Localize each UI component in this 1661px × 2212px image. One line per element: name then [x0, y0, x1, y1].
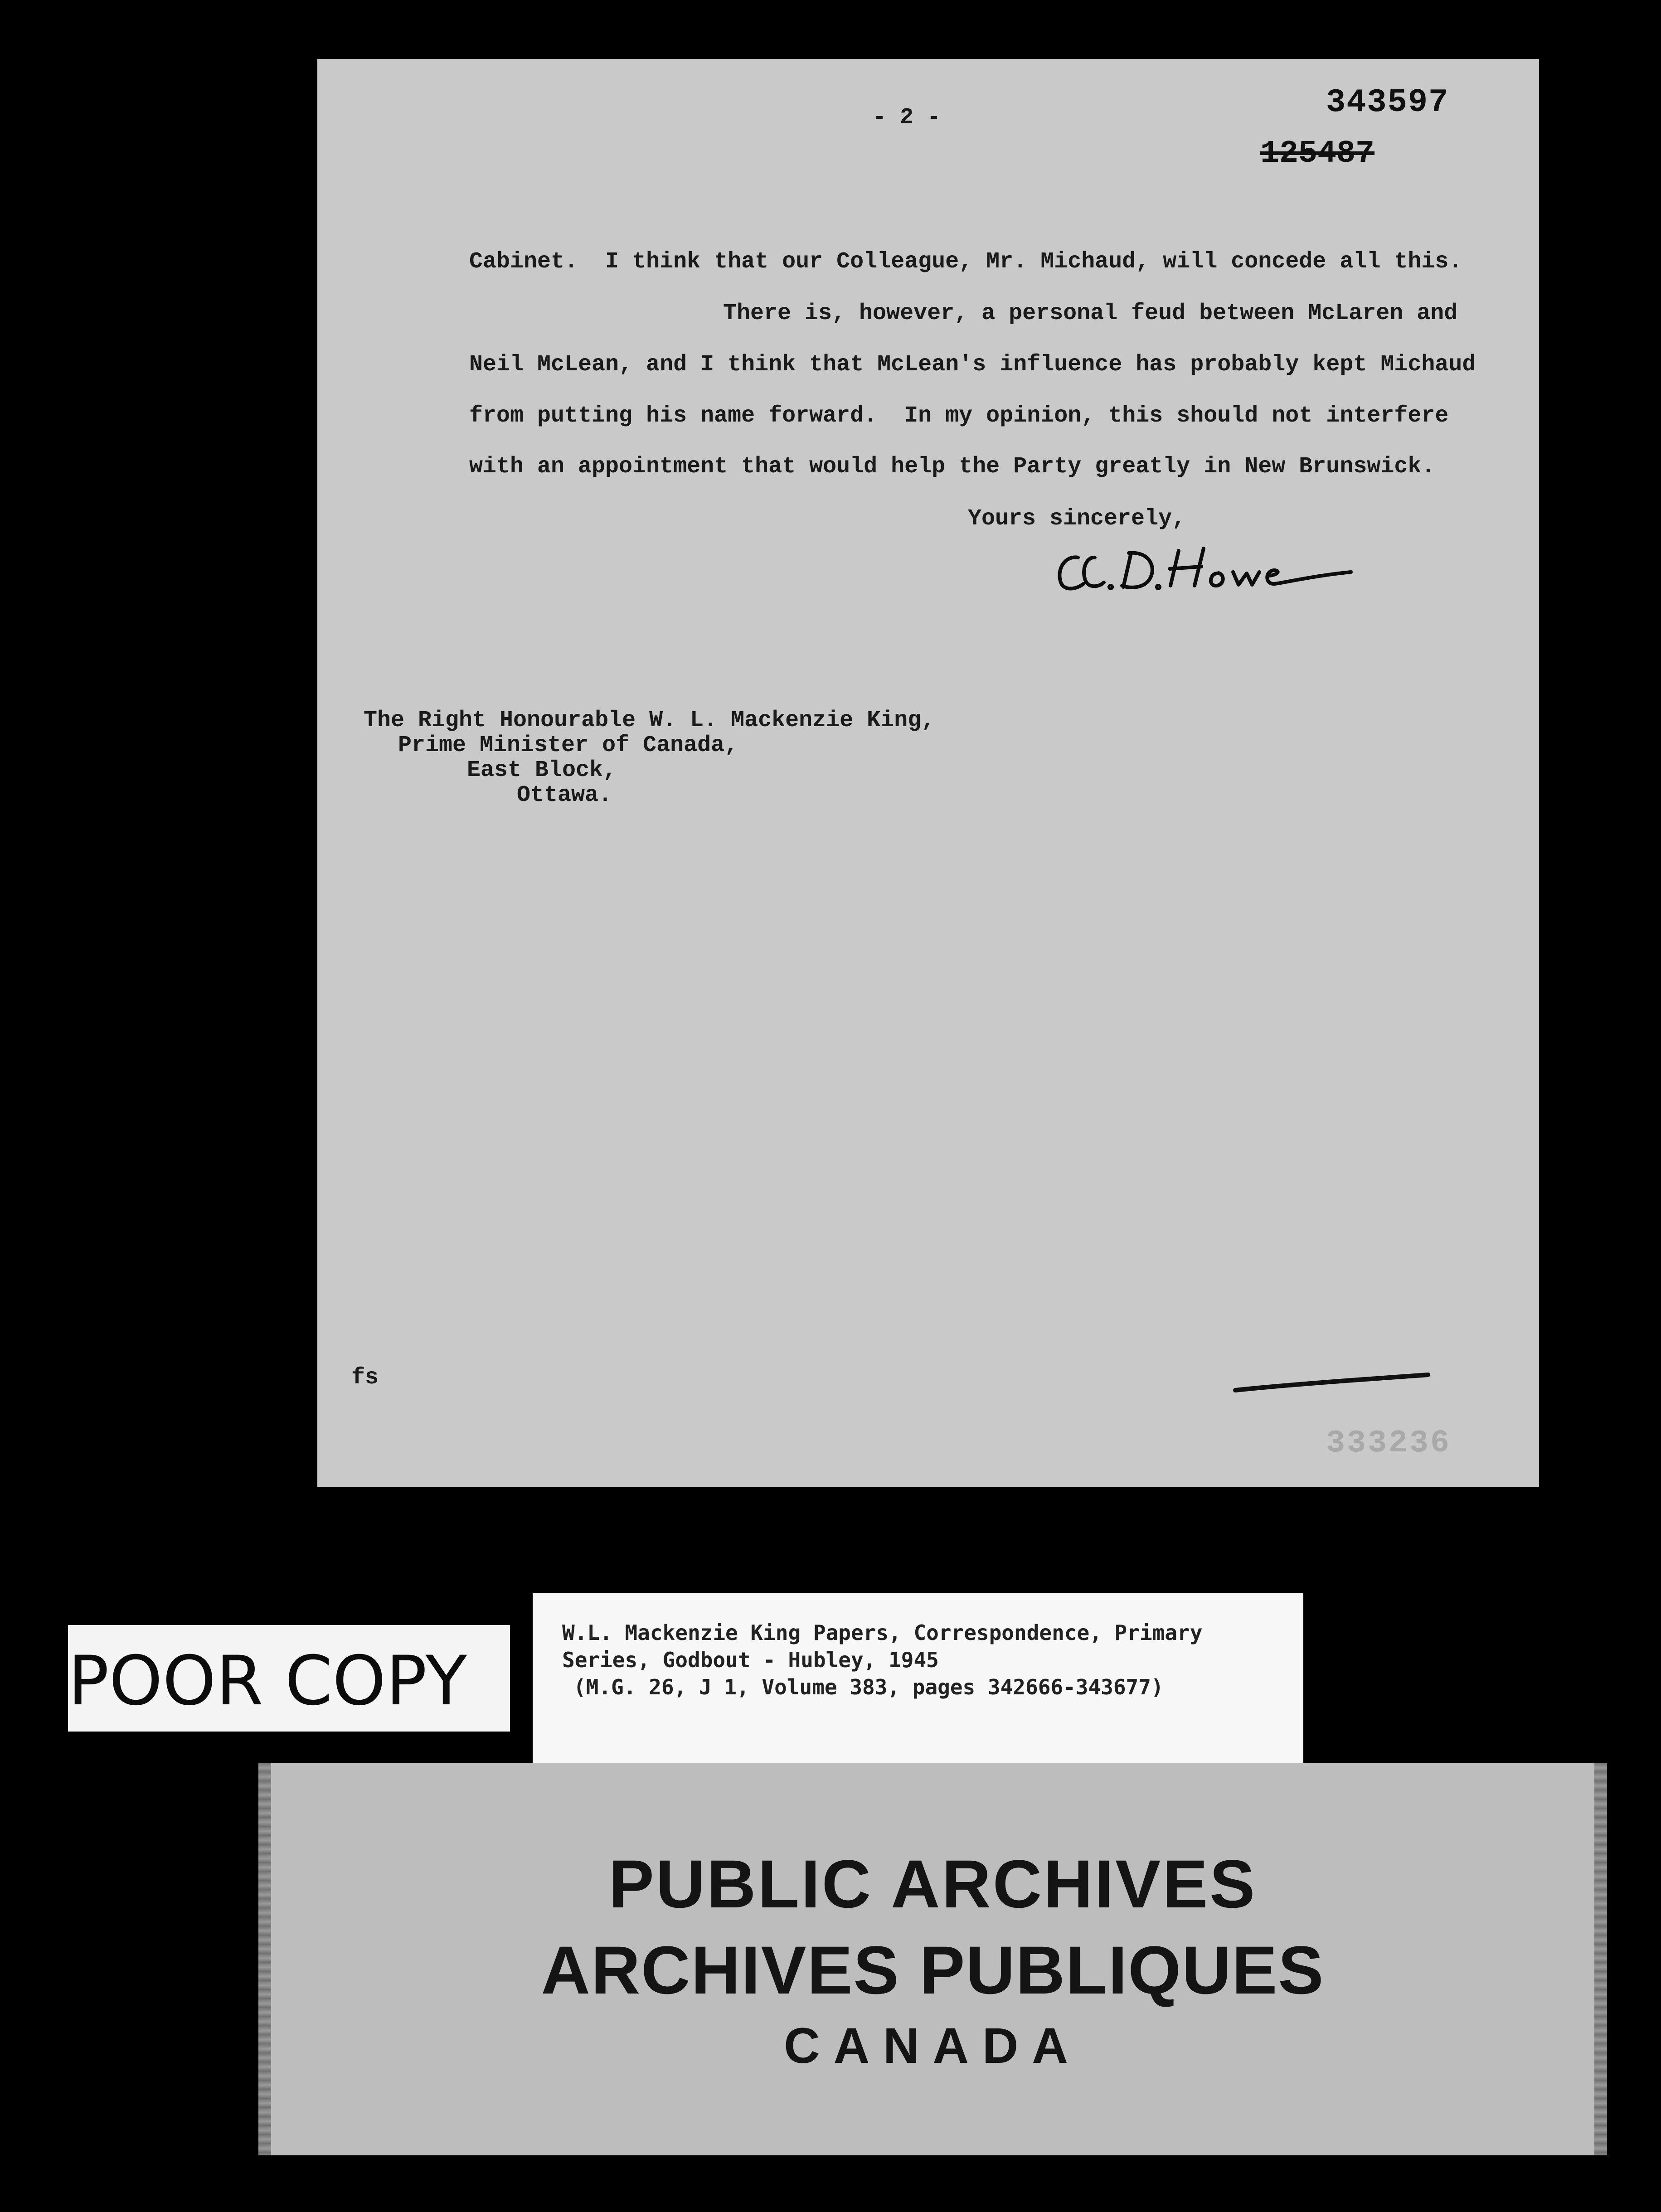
body-line: with an appointment that would help the Party greatly in New Brunswick.: [469, 454, 1435, 480]
body-line: There is, however, a personal feud between McLaren and: [723, 301, 1458, 326]
reference-card: [533, 1593, 1303, 1768]
reference-line: (M.G. 26, J 1, Volume 383, pages 342666-343677): [573, 1675, 1164, 1699]
handwritten-signature: [1043, 530, 1360, 607]
reference-line: W.L. Mackenzie King Papers, Correspondence, Primary: [562, 1620, 1203, 1645]
closing: Yours sincerely,: [968, 506, 1186, 532]
typist-initials: fs: [351, 1365, 379, 1391]
addressee-line: The Right Honourable W. L. Mackenzie King,: [364, 708, 935, 733]
addressee-line: East Block,: [467, 757, 617, 783]
addressee-line: Prime Minister of Canada,: [398, 732, 738, 758]
page-marker: - 2 -: [873, 105, 941, 131]
struck-old-number: 125487: [1260, 136, 1375, 172]
body-line: from putting his name forward. In my opinion, this should not interfere: [469, 403, 1449, 429]
reference-line: Series, Godbout - Hubley, 1945: [562, 1648, 939, 1672]
archive-number: 343597: [1326, 84, 1449, 121]
poor-copy-label: [68, 1625, 510, 1732]
body-line: Neil McLean, and I think that McLean's influence has probably kept Michaud: [469, 352, 1476, 378]
ink-strike-mark: [1233, 1371, 1433, 1398]
poor-copy-text: POOR COPY: [68, 1642, 467, 1721]
faded-stamp-number: 333236: [1326, 1426, 1452, 1461]
addressee-line: Ottawa.: [517, 782, 612, 808]
archives-banner: [258, 1763, 1607, 2155]
body-line: Cabinet. I think that our Colleague, Mr. Michaud, will concede all this.: [469, 249, 1462, 275]
banner-line-english: PUBLIC ARCHIVES: [608, 1846, 1257, 1922]
letter-page: [317, 59, 1539, 1487]
poor-copy-lettering: [68, 1625, 510, 1732]
banner-line-country: CANADA: [784, 2018, 1082, 2074]
banner-line-french: ARCHIVES PUBLIQUES: [541, 1932, 1325, 2008]
